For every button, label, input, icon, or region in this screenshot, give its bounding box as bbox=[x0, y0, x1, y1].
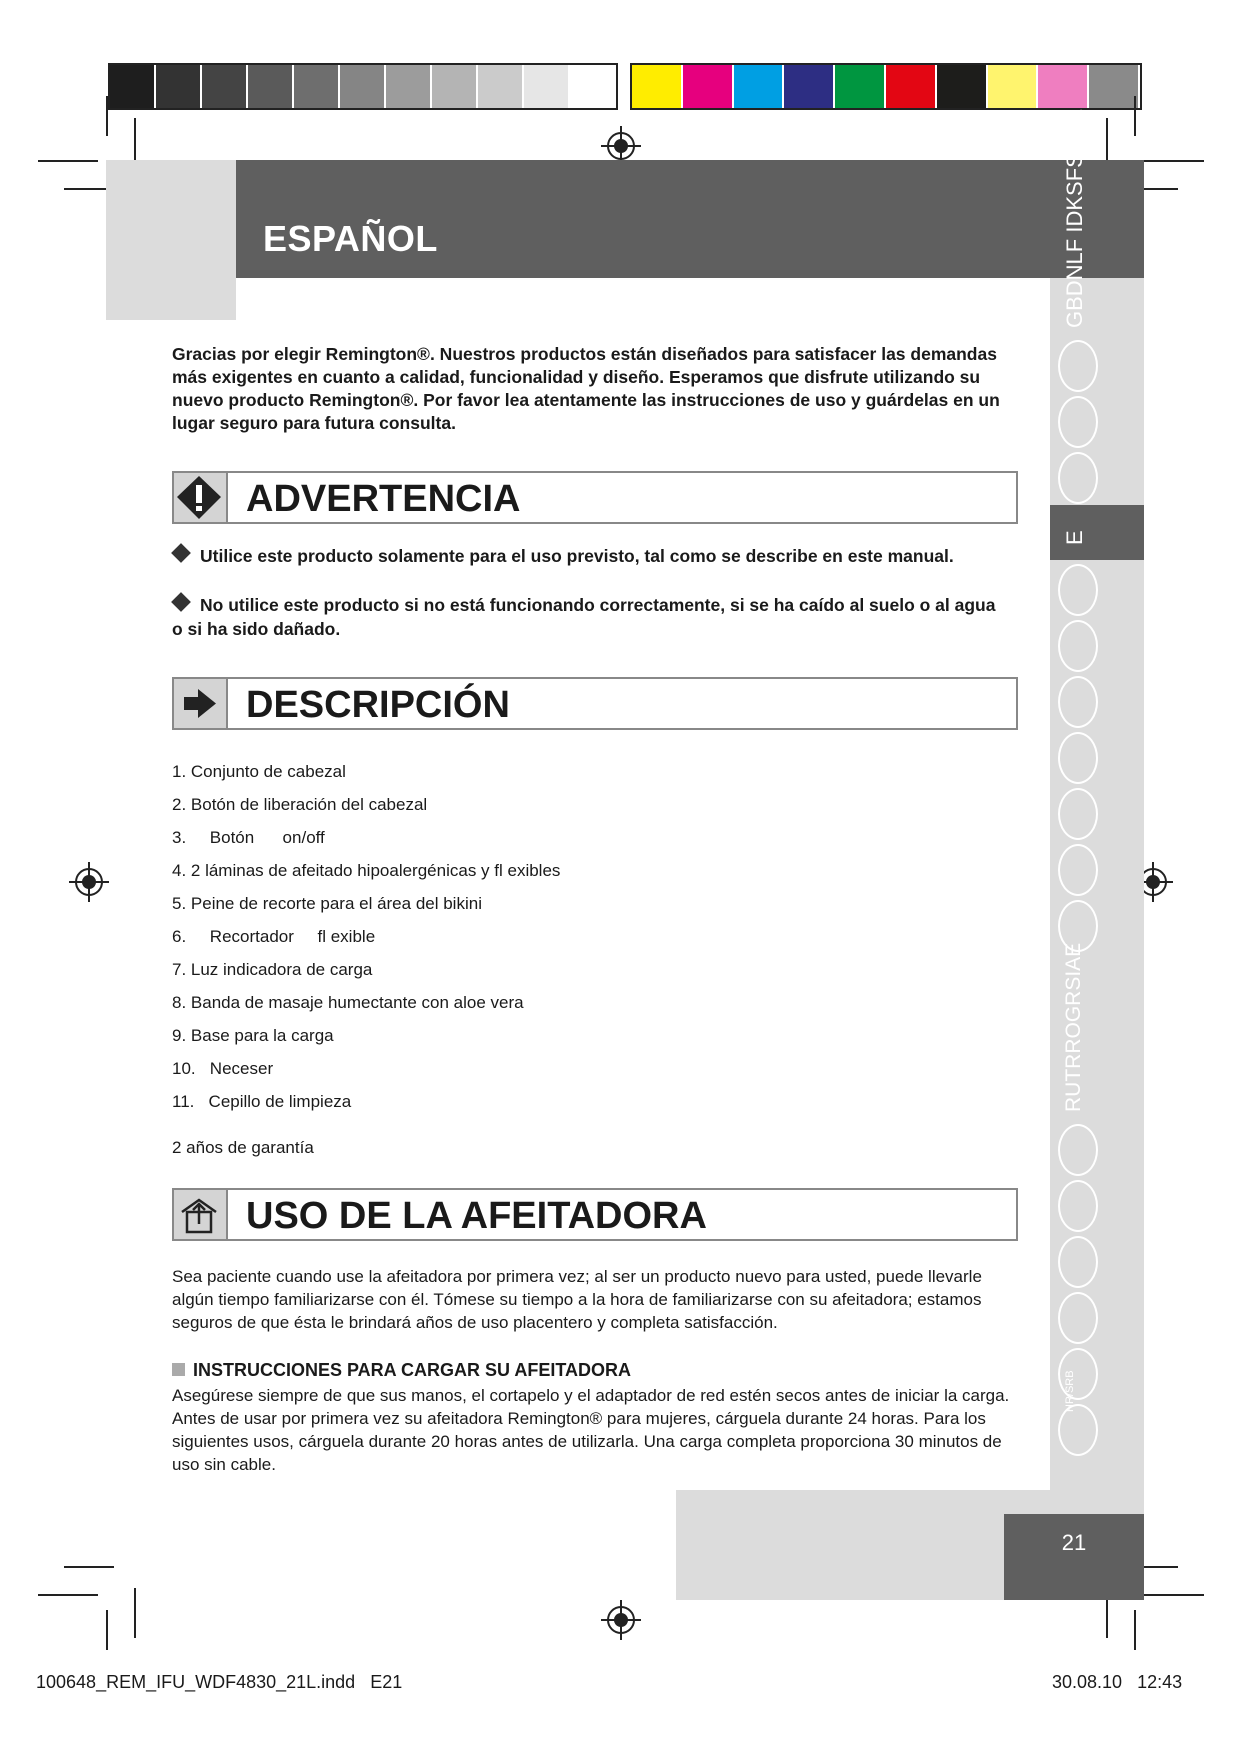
crop-mark bbox=[1144, 1594, 1204, 1596]
warning-text: No utilice este producto si no está funcionando correctamente, si se ha caído al suelo o al agua o si ha sido dañado. bbox=[172, 595, 996, 639]
language-tab[interactable] bbox=[1058, 1292, 1098, 1344]
color-swatch bbox=[432, 65, 478, 108]
crop-mark bbox=[38, 160, 98, 162]
color-swatch bbox=[784, 65, 835, 108]
language-tab[interactable] bbox=[1058, 676, 1098, 728]
language-tab[interactable] bbox=[1058, 340, 1098, 392]
arrow-right-icon bbox=[174, 679, 228, 728]
registration-mark-icon bbox=[69, 862, 109, 902]
box-open-icon bbox=[174, 1190, 228, 1239]
crop-mark bbox=[106, 1610, 108, 1650]
subheading-text: INSTRUCCIONES PARA CARGAR SU AFEITADORA bbox=[193, 1360, 632, 1380]
color-swatch bbox=[570, 65, 616, 108]
color-swatch bbox=[248, 65, 294, 108]
color-swatch bbox=[156, 65, 202, 108]
language-tab[interactable] bbox=[1058, 900, 1098, 952]
color-swatch bbox=[202, 65, 248, 108]
page-title: ESPAÑOL bbox=[263, 218, 438, 259]
list-item: 4. 2 láminas de afeitado hipoalergénicas y fl exibles bbox=[172, 861, 561, 880]
list-item: 1. Conjunto de cabezal bbox=[172, 762, 346, 781]
registration-mark-icon bbox=[601, 1600, 641, 1640]
language-tab[interactable] bbox=[1058, 1124, 1098, 1176]
warranty-text: 2 años de garantía bbox=[172, 1138, 314, 1157]
color-swatch bbox=[478, 65, 524, 108]
warning-text: Utilice este producto solamente para el uso previsto, tal como se describe en este manual. bbox=[200, 546, 954, 566]
color-swatch bbox=[632, 65, 683, 108]
subheading bbox=[172, 1360, 631, 1381]
usage-paragraph: Sea paciente cuando use la afeitadora por primera vez; al ser un producto nuevo para usted, puede llevarle algún tiempo familiarizarse con él. Tómese su tiempo a la hora de familiarizarse con su afeitadora; estamos seguros de que ésta le brindará años de uso placentero y completa satisfacción. bbox=[172, 1267, 982, 1332]
warning-item bbox=[172, 544, 1002, 568]
language-code-small: HR/SRB bbox=[1064, 1370, 1076, 1412]
list-item: 6. Recortador fl exible bbox=[172, 927, 376, 946]
section-title: USO DE LA AFEITADORA bbox=[246, 1195, 707, 1237]
warning-bullet-icon bbox=[171, 543, 191, 563]
color-swatch bbox=[294, 65, 340, 108]
color-swatch bbox=[110, 65, 156, 108]
header-side-panel bbox=[106, 160, 236, 320]
list-item: 11. Cepillo de limpieza bbox=[172, 1092, 352, 1111]
language-tab[interactable] bbox=[1058, 844, 1098, 896]
color-swatch bbox=[835, 65, 886, 108]
language-tab[interactable] bbox=[1058, 564, 1098, 616]
language-tab[interactable] bbox=[1058, 788, 1098, 840]
language-code-active: E bbox=[1062, 530, 1087, 545]
crop-mark bbox=[134, 1588, 136, 1638]
list-item: 10. Neceser bbox=[172, 1059, 274, 1078]
warning-icon bbox=[174, 473, 228, 522]
list-item: 8. Banda de masaje humectante con aloe vera bbox=[172, 993, 524, 1012]
color-swatch bbox=[886, 65, 937, 108]
color-swatch bbox=[1038, 65, 1089, 108]
warning-item bbox=[172, 593, 1002, 641]
list-item: 7. Luz indicadora de carga bbox=[172, 960, 373, 979]
charging-paragraph: Asegúrese siempre de que sus manos, el cortapelo y el adaptador de red estén secos antes de iniciar la carga. Antes de usar por primera vez su afeitadora Remington® para mujeres, cárguela durante 24 horas. Para los siguientes usos, cárguela durante 20 horas antes de utilizarla. Una carga completa proporciona 30 minutos de uso sin cable. bbox=[172, 1386, 1010, 1474]
crop-mark bbox=[38, 1594, 98, 1596]
color-swatch-strip bbox=[630, 63, 1142, 110]
crop-mark bbox=[1144, 160, 1204, 162]
list-item: 5. Peine de recorte para el área del bikini bbox=[172, 894, 482, 913]
list-item: 9. Base para la carga bbox=[172, 1026, 334, 1045]
crop-mark bbox=[64, 1566, 114, 1568]
color-swatch bbox=[1089, 65, 1140, 108]
warning-bullet-icon bbox=[171, 592, 191, 612]
list-item: 3. Botón on/off bbox=[172, 828, 325, 847]
language-tab[interactable] bbox=[1058, 1348, 1098, 1400]
crop-mark bbox=[1134, 1610, 1136, 1650]
language-tab[interactable] bbox=[1058, 1236, 1098, 1288]
color-swatch bbox=[340, 65, 386, 108]
language-tab[interactable] bbox=[1058, 1404, 1098, 1456]
color-swatch bbox=[524, 65, 570, 108]
language-codes-top: GBDNLF IDKSFSKCZ bbox=[1062, 109, 1087, 328]
section-header-warning bbox=[172, 471, 1018, 524]
language-codes-bottom: RUTRROGRSIAE bbox=[1062, 942, 1085, 1112]
list-item: 2. Botón de liberación del cabezal bbox=[172, 795, 428, 814]
square-bullet-icon bbox=[172, 1363, 185, 1376]
date-slug: 30.08.10 12:43 bbox=[1052, 1672, 1183, 1692]
color-swatch bbox=[386, 65, 432, 108]
gray-swatch-strip bbox=[108, 63, 618, 110]
color-swatch bbox=[988, 65, 1039, 108]
section-header-description bbox=[172, 677, 1018, 730]
page-number: 21 bbox=[1004, 1514, 1144, 1600]
section-header-usage bbox=[172, 1188, 1018, 1241]
color-swatch bbox=[734, 65, 785, 108]
file-slug: 100648_REM_IFU_WDF4830_21L.indd E21 bbox=[36, 1672, 403, 1692]
crop-mark bbox=[1134, 96, 1136, 136]
color-swatch bbox=[937, 65, 988, 108]
language-tab[interactable] bbox=[1058, 396, 1098, 448]
crop-mark bbox=[106, 96, 108, 136]
section-title: ADVERTENCIA bbox=[246, 478, 521, 520]
language-tab[interactable] bbox=[1058, 732, 1098, 784]
intro-paragraph: Gracias por elegir Remington®. Nuestros productos están diseñados para satisfacer las demandas más exigentes en cuanto a calidad, funcionalidad y diseño. Esperamos que disfrute utilizando su nuevo producto Remington®. Por favor lea atentamente las instrucciones de uso y guárdelas en un lugar seguro para futura consulta. bbox=[172, 344, 1000, 433]
section-title: DESCRIPCIÓN bbox=[246, 684, 510, 726]
color-swatch bbox=[683, 65, 734, 108]
language-tab[interactable] bbox=[1058, 1180, 1098, 1232]
language-tab[interactable] bbox=[1058, 620, 1098, 672]
language-tab[interactable] bbox=[1058, 452, 1098, 504]
